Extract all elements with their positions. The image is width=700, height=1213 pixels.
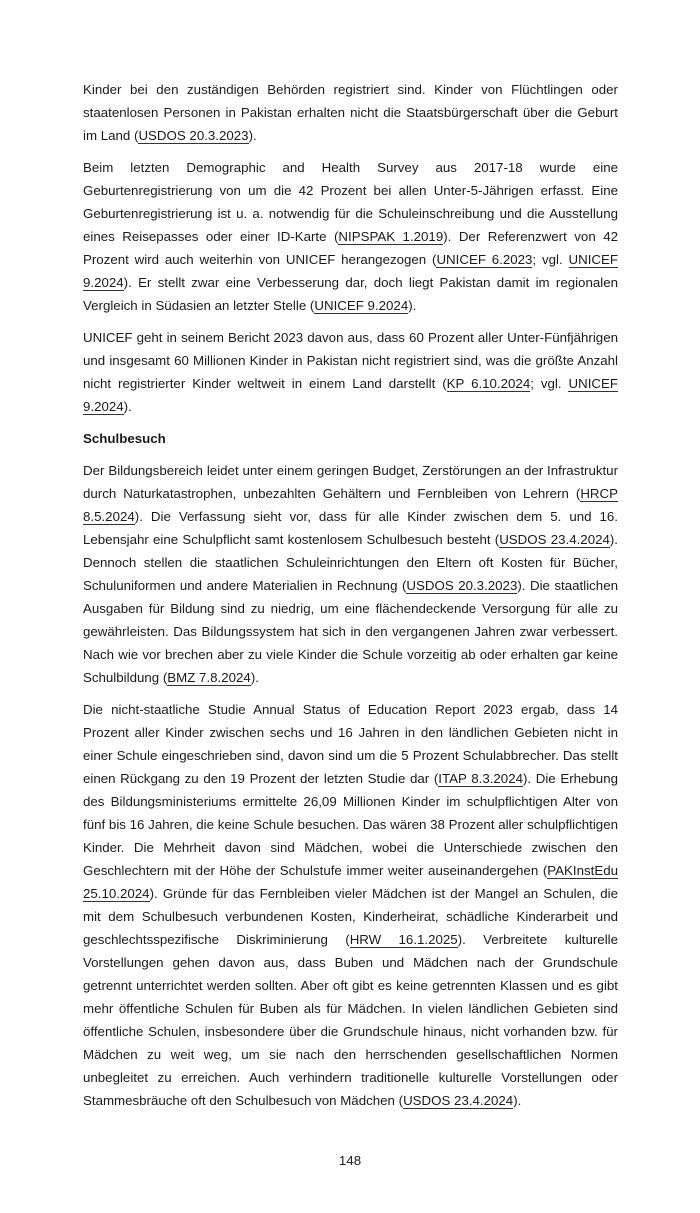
text-segment: Der Bildungsbereich leidet unter einem geringen Budget, Zerstörungen an der Infrastruktur durch Naturkatastrophen, unbezahlten Gehältern und Fernbleiben von Lehrern ( [83,463,618,501]
text-segment: ). Verbreitete kulturelle Vorstellungen gehen davon aus, dass Buben und Mädchen nach der Grundschule getrennt unterrichtet werden sollten. Aber oft gibt es keine getrennten Klassen und es gibt mehr öffentliche Schulen für Buben als für Mädchen. In vielen ländlichen Gebieten sind öffentliche Schulen, insbesondere über die Grundschule hinaus, nicht vorhanden bzw. für Mädchen zu weit weg, um sie nach den herrschenden gesellschaftlichen Normen unbegleitet zu erreichen. Auch verhindern traditionelle kulturelle Vorstellungen oder Stammesbräuche oft den Schulbesuch von Mädchen ( [83,932,618,1108]
text-segment: ). Gründe für das Fernbleiben vieler Mädchen ist der Mangel an Schulen, die mit dem Schulbesuch verbundenen Kosten, Kinderheirat, schädliche Kinderarbeit und geschlechtsspezifische Diskriminierung ( [83,886,618,947]
citation-link[interactable]: USDOS 23.4.2024 [499,532,610,547]
text-segment: Schulbesuch [83,431,166,446]
citation-link[interactable]: KP 6.10.2024 [446,376,531,391]
paragraph [83,326,618,418]
text-segment: ). [248,128,257,143]
text-segment: ). [408,298,417,313]
text-segment: Kinder bei den zuständigen Behörden registriert sind. Kinder von Flüchtlingen oder staatenlosen Personen in Pakistan erhalten nicht die Staatsbürgerschaft über die Geburt im Land ( [83,82,618,143]
text-segment: Beim letzten Demographic and Health Survey aus 2017-18 wurde eine Geburtenregistrierung von um die 42 Prozent bei allen Unter-5-Jährigen erfasst. Eine Geburtenregistrierung ist u. a. notwendig für die Schuleinschreibung und die Ausstellung eines Reisepasses oder einer ID-Karte ( [83,160,618,244]
citation-link[interactable]: USDOS 23.4.2024 [403,1093,514,1108]
paragraph [83,698,618,1112]
citation-link[interactable]: UNICEF 9.2024 [83,376,618,414]
citation-link[interactable]: ITAP 8.3.2024 [438,771,523,786]
text-segment: ). Dennoch stellen die staatlichen Schuleinrichtungen den Eltern oft Kosten für Bücher, Schuluniformen und andere Materialien in Rechnung ( [83,532,618,593]
page-number: 148 [338,1153,362,1168]
citation-link[interactable]: USDOS 20.3.2023 [138,128,249,143]
citation-link[interactable]: UNICEF 6.2023 [436,252,533,267]
citation-link[interactable]: HRCP 8.5.2024 [83,486,618,524]
text-segment: ). [123,399,132,414]
citation-link[interactable]: PAKInstEdu 25.10.2024 [83,863,618,901]
citation-link[interactable]: BMZ 7.8.2024 [167,670,251,685]
text-segment: ; vgl. [530,376,569,391]
document-body [83,78,618,1121]
text-segment: ). Der Referenzwert von 42 Prozent wird auch weiterhin von UNICEF herangezogen ( [83,229,618,267]
text-segment: ). [250,670,259,685]
citation-link[interactable]: UNICEF 9.2024 [314,298,409,313]
paragraph [83,156,618,317]
text-segment: ; vgl. [532,252,569,267]
text-segment: ). Die staatlichen Ausgaben für Bildung sind zu niedrig, um eine flächendeckende Versorgung für alle zu gewährleisten. Das Bildungssystem hat sich in den vergangenen Jahren zwar verbessert. Nach wie vor brechen aber zu viele Kinder die Schule vorzeitig ab oder erhalten gar keine Schulbildung ( [83,578,618,685]
citation-link[interactable]: NIPSPAK 1.2019 [338,229,444,244]
section-heading [83,427,618,450]
paragraph [83,459,618,689]
citation-link[interactable]: HRW 16.1.2025 [349,932,458,947]
citation-link[interactable]: UNICEF 9.2024 [83,252,618,290]
paragraph [83,78,618,147]
citation-link[interactable]: USDOS 20.3.2023 [406,578,518,593]
text-segment: Die nicht-staatliche Studie Annual Status of Education Report 2023 ergab, dass 14 Prozent aller Kinder zwischen sechs und 16 Jahren in den ländlichen Gebieten nicht in einer Schule eingeschrieben sind, davon sind um die 5 Prozent Schulabbrecher. Das stellt einen Rückgang zu den 19 Prozent der letzten Studie dar ( [83,702,618,786]
text-segment: ). Er stellt zwar eine Verbesserung dar, doch liegt Pakistan damit im regionalen Vergleich in Südasien an letzter Stelle ( [83,275,618,313]
text-segment: UNICEF geht in seinem Bericht 2023 davon aus, dass 60 Prozent aller Unter-Fünfjährigen und insgesamt 60 Millionen Kinder in Pakistan nicht registriert sind, was die größte Anzahl nicht registrierter Kinder weltweit in einem Land darstellt ( [83,330,618,391]
text-segment: ). Die Verfassung sieht vor, dass für alle Kinder zwischen dem 5. und 16. Lebensjahr eine Schulpflicht samt kostenlosem Schulbesuch besteht ( [83,509,618,547]
text-segment: ). Die Erhebung des Bildungsministeriums ermittelte 26,09 Millionen Kinder im schulpflichtigen Alter von fünf bis 16 Jahren, die keine Schule besuchen. Das wären 38 Prozent aller schulpflichtigen Kinder. Die Mehrheit davon sind Mädchen, wobei die Unterschiede zwischen den Geschlechtern mit der Höhe der Schulstufe immer weiter auseinandergehen ( [83,771,618,878]
text-segment: ). [513,1093,522,1108]
